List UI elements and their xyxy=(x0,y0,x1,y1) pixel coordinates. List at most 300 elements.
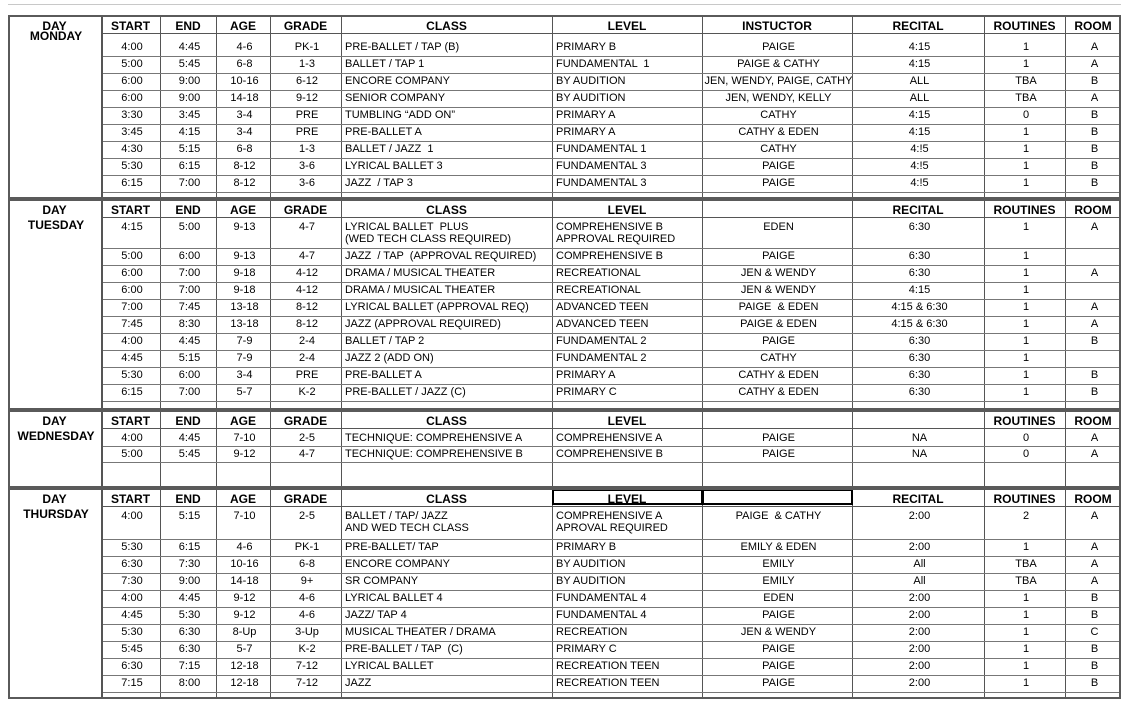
cell-level: RECREATION TEEN xyxy=(556,677,660,689)
cell-end: 7:00 xyxy=(178,177,201,189)
column-header-grade: GRADE xyxy=(283,414,328,428)
cell-room: B xyxy=(1090,335,1099,347)
cell-grade: 8-12 xyxy=(295,318,319,330)
cell-instructor: PAIGE xyxy=(762,660,795,672)
cell-start: 4:00 xyxy=(121,592,143,604)
cell-grade xyxy=(272,462,342,464)
cell-level: FUNDAMENTAL 2 xyxy=(556,335,647,347)
cell-routines: 1 xyxy=(1022,643,1030,655)
table-row xyxy=(103,384,1119,402)
cell-grade: 3-Up xyxy=(295,626,319,638)
cell-room xyxy=(1067,282,1121,284)
cell-routines: 1 xyxy=(1022,386,1030,398)
cell-class: SR COMPANY xyxy=(345,575,419,587)
cell-end: 7:15 xyxy=(178,660,201,672)
table-row xyxy=(103,158,1119,176)
table-row xyxy=(103,107,1119,125)
table-row xyxy=(103,90,1119,108)
cell-start: 7:30 xyxy=(121,575,143,587)
cell-routines: TBA xyxy=(1015,575,1037,587)
cell-grade: 8-12 xyxy=(295,301,319,313)
cell-level: PRIMARY B xyxy=(556,541,617,553)
cell-routines: 1 xyxy=(1022,58,1030,70)
cell-instructor: CATHY xyxy=(760,352,797,364)
cell-start: 5:30 xyxy=(121,160,143,172)
cell-grade: K-2 xyxy=(298,386,316,398)
cell-room: A xyxy=(1090,432,1099,444)
column-header-age: AGE xyxy=(229,414,256,428)
cell-routines: 1 xyxy=(1022,143,1030,155)
cell-level: RECREATIONAL xyxy=(556,267,641,279)
cell-grade: 4-6 xyxy=(299,609,315,621)
header-divider xyxy=(103,217,1119,218)
cell-recital: 4:15 xyxy=(908,126,931,138)
cell-start: 6:00 xyxy=(121,267,143,279)
cell-age: 12-18 xyxy=(230,660,259,672)
table-row xyxy=(103,299,1119,317)
column-header-day: DAY xyxy=(42,492,67,506)
column-header-level: LEVEL xyxy=(607,414,647,428)
column-header-age: AGE xyxy=(229,19,256,33)
cell-recital: 4:15 xyxy=(908,284,931,296)
cell-recital: 6:30 xyxy=(908,250,931,262)
cell-room xyxy=(1067,350,1121,352)
selected-header-cell xyxy=(702,489,853,505)
cell-class: PRE-BALLET A xyxy=(345,126,422,138)
header-divider xyxy=(103,428,1119,429)
column-header-level: LEVEL xyxy=(607,19,647,33)
cell-room xyxy=(1067,462,1121,464)
cell-start: 5:30 xyxy=(121,369,143,381)
column-header-grade: GRADE xyxy=(283,203,328,217)
cell-grade: 3-6 xyxy=(299,177,315,189)
cell-end: 7:00 xyxy=(178,386,201,398)
cell-age: 14-18 xyxy=(230,92,259,104)
cell-start: 4:00 xyxy=(121,335,143,347)
cell-recital: 4:!5 xyxy=(910,177,929,189)
cell-grade: PRE xyxy=(295,369,319,381)
table-row xyxy=(103,607,1119,625)
cell-routines xyxy=(986,462,1066,464)
table-row xyxy=(103,248,1119,266)
cell-instructor: PAIGE xyxy=(762,335,795,347)
cell-age: 12-18 xyxy=(230,677,259,689)
cell-routines: 1 xyxy=(1022,318,1030,330)
cell-grade: PRE xyxy=(295,126,319,138)
cell-level: COMPREHENSIVE A xyxy=(556,432,663,444)
cell-recital: ALL xyxy=(909,92,930,104)
cell-class: TECHNIQUE: COMPREHENSIVE A xyxy=(345,432,523,444)
cell-instructor: EDEN xyxy=(763,221,794,233)
cell-grade: 3-6 xyxy=(299,160,315,172)
cell-start: 6:30 xyxy=(121,558,143,570)
cell-routines: 1 xyxy=(1022,352,1030,364)
cell-start: 4:00 xyxy=(121,41,143,53)
column-header-recital: RECITAL xyxy=(892,203,944,217)
cell-age: 9-18 xyxy=(233,284,256,296)
cell-class: LYRICAL BALLET 4 xyxy=(345,592,443,604)
cell-routines: TBA xyxy=(1015,92,1037,104)
cell-instructor: CATHY & EDEN xyxy=(738,386,819,398)
cell-class: JAZZ/ TAP 4 xyxy=(345,609,407,621)
cell-instructor: PAIGE xyxy=(762,448,795,460)
cell-level: FUNDAMENTAL 3 xyxy=(556,177,647,189)
cell-start: 4:45 xyxy=(121,609,143,621)
cell-room: A xyxy=(1090,41,1099,53)
cell-instructor: PAIGE & CATHY xyxy=(735,510,822,522)
cell-instructor: CATHY & EDEN xyxy=(738,126,819,138)
cell-end: 3:45 xyxy=(178,109,201,121)
column-header-class: CLASS xyxy=(426,19,467,33)
cell-recital: 2:00 xyxy=(908,592,931,604)
cell-recital: 2:00 xyxy=(908,510,931,522)
cell-instructor: PAIGE & EDEN xyxy=(738,301,819,313)
day-section-monday xyxy=(8,15,1121,199)
cell-routines: 1 xyxy=(1022,284,1030,296)
cell-room: B xyxy=(1090,75,1099,87)
cell-start: 4:00 xyxy=(121,510,143,522)
cell-recital: 6:30 xyxy=(908,352,931,364)
cell-age: 13-18 xyxy=(230,301,259,313)
cell-routines: 1 xyxy=(1022,41,1030,53)
cell-routines: 1 xyxy=(1022,592,1030,604)
cell-end: 8:30 xyxy=(178,318,201,330)
table-row xyxy=(103,573,1119,591)
cell-routines: 1 xyxy=(1022,267,1030,279)
cell-grade: PRE xyxy=(295,109,319,121)
cell-recital: 4:15 xyxy=(908,58,931,70)
cell-class: BALLET / TAP 2 xyxy=(345,335,425,347)
cell-grade: 1-3 xyxy=(299,143,315,155)
cell-instructor: PAIGE xyxy=(762,250,795,262)
cell-recital: ALL xyxy=(909,75,930,87)
cell-level: COMPREHENSIVE B xyxy=(556,448,663,460)
cell-class: PRE-BALLET / TAP (B) xyxy=(345,41,460,53)
header-divider xyxy=(103,506,1119,507)
cell-grade: 1-3 xyxy=(299,58,315,70)
cell-routines: 0 xyxy=(1022,109,1030,121)
cell-recital: 6:30 xyxy=(908,386,931,398)
cell-routines: 1 xyxy=(1022,677,1030,689)
cell-room: B xyxy=(1090,660,1099,672)
column-header-day: DAY xyxy=(42,414,67,428)
cell-level: FUNDAMENTAL 1 xyxy=(556,58,650,70)
cell-level: BY AUDITION xyxy=(556,92,626,104)
cell-room: B xyxy=(1090,160,1099,172)
day-section-tuesday xyxy=(8,199,1121,410)
cell-instructor: PAIGE xyxy=(762,41,795,53)
cell-age: 9-12 xyxy=(233,448,256,460)
column-header-level: LEVEL xyxy=(607,203,647,217)
cell-start: 7:45 xyxy=(121,318,143,330)
cell-class: TUMBLING “ADD ON” xyxy=(345,109,455,121)
cell-room: A xyxy=(1090,92,1099,104)
column-header-day: DAY xyxy=(42,203,67,217)
table-row xyxy=(103,39,1119,57)
column-header-class: CLASS xyxy=(426,414,467,428)
cell-class: JAZZ / TAP 3 xyxy=(345,177,413,189)
cell-instructor: EMILY & EDEN xyxy=(740,541,817,553)
cell-recital: 4:15 xyxy=(908,41,931,53)
cell-recital: 2:00 xyxy=(908,660,931,672)
cell-room: B xyxy=(1090,126,1099,138)
cell-routines: TBA xyxy=(1015,558,1037,570)
cell-routines: 1 xyxy=(1022,221,1030,233)
column-header-grade: GRADE xyxy=(283,19,328,33)
cell-recital: 4:15 & 6:30 xyxy=(891,301,948,313)
cell-recital: 4:!5 xyxy=(910,143,929,155)
cell-level: FUNDAMENTAL 4 xyxy=(556,609,647,621)
column-header-age: AGE xyxy=(229,203,256,217)
cell-end: 4:45 xyxy=(178,432,201,444)
cell-recital: 6:30 xyxy=(908,267,931,279)
cell-end: 6:15 xyxy=(178,160,201,172)
cell-level: RECREATION TEEN xyxy=(556,660,660,672)
cell-instructor: JEN & WENDY xyxy=(740,267,817,279)
cell-room: A xyxy=(1090,267,1099,279)
cell-grade: 4-12 xyxy=(295,267,319,279)
cell-routines: TBA xyxy=(1015,75,1037,87)
day-label: THURSDAY xyxy=(23,507,89,521)
cell-room: B xyxy=(1090,143,1099,155)
column-header-routines: ROUTINES xyxy=(993,203,1056,217)
cell-instructor: PAIGE & CATHY xyxy=(737,58,820,70)
cell-age: 5-7 xyxy=(236,386,253,398)
cell-class: JAZZ 2 (ADD ON) xyxy=(345,352,434,364)
cell-age: 6-8 xyxy=(236,58,253,70)
cell-start: 6:30 xyxy=(121,660,143,672)
table-row xyxy=(103,175,1119,193)
cell-end: 4:45 xyxy=(178,592,201,604)
day-label: MONDAY xyxy=(29,29,83,43)
cell-grade: 4-7 xyxy=(299,448,315,460)
cell-class: ENCORE COMPANY xyxy=(345,75,450,87)
cell-routines: 1 xyxy=(1022,369,1030,381)
column-header-level: LEVEL xyxy=(607,492,647,506)
cell-age: 3-4 xyxy=(236,126,253,138)
cell-class: LYRICAL BALLET PLUS (WED TECH CLASS REQUIRED) xyxy=(345,221,512,245)
cell-room: A xyxy=(1090,221,1099,233)
cell-start: 6:00 xyxy=(121,75,143,87)
table-row xyxy=(103,350,1119,368)
cell-level: COMPREHENSIVE B xyxy=(556,250,663,262)
cell-grade: K-2 xyxy=(298,643,316,655)
cell-class: MUSICAL THEATER / DRAMA xyxy=(345,626,496,638)
cell-start: 7:15 xyxy=(121,677,143,689)
cell-end: 6:15 xyxy=(178,541,201,553)
cell-instructor: PAIGE xyxy=(762,609,795,621)
cell-class: BALLET / JAZZ 1 xyxy=(345,143,434,155)
table-row xyxy=(103,430,1119,447)
cell-recital: All xyxy=(913,575,926,587)
cell-level: BY AUDITION xyxy=(556,558,626,570)
cell-recital: 6:30 xyxy=(908,335,931,347)
cell-level: PRIMARY C xyxy=(556,386,617,398)
cell-age: 7-10 xyxy=(233,432,256,444)
cell-room: B xyxy=(1090,109,1099,121)
cell-level: FUNDAMENTAL 3 xyxy=(556,160,647,172)
cell-grade: 4-6 xyxy=(299,592,315,604)
cell-class: JAZZ (APPROVAL REQUIRED) xyxy=(345,318,501,330)
cell-routines: 1 xyxy=(1022,541,1030,553)
cell-age: 8-12 xyxy=(233,177,256,189)
cell-level: PRIMARY A xyxy=(556,126,616,138)
cell-room: C xyxy=(1090,626,1099,638)
column-header-recital xyxy=(852,412,984,428)
cell-start: 4:45 xyxy=(121,352,143,364)
day-label: TUESDAY xyxy=(27,218,85,232)
table-row xyxy=(103,590,1119,608)
table-row xyxy=(103,316,1119,334)
cell-recital: NA xyxy=(911,448,928,460)
column-header-instructor: INSTUCTOR xyxy=(742,19,812,33)
cell-level: FUNDAMENTAL 4 xyxy=(556,592,647,604)
cell-class: DRAMA / MUSICAL THEATER xyxy=(345,284,496,296)
cell-class: PRE-BALLET / JAZZ (C) xyxy=(345,386,466,398)
cell-instructor: JEN, WENDY, KELLY xyxy=(725,92,832,104)
column-header-room: ROOM xyxy=(1074,414,1112,428)
table-row xyxy=(103,56,1119,74)
column-header-start: START xyxy=(110,414,151,428)
cell-grade: 2-5 xyxy=(299,432,315,444)
cell-end: 5:15 xyxy=(178,143,201,155)
cell-level: COMPREHENSIVE A APROVAL REQUIRED xyxy=(556,510,668,534)
cell-level: FUNDAMENTAL 2 xyxy=(556,352,647,364)
column-header-instructor xyxy=(702,412,852,428)
cell-start: 5:30 xyxy=(121,541,143,553)
cell-recital: 2:00 xyxy=(908,677,931,689)
cell-instructor xyxy=(704,462,853,464)
cell-class: TECHNIQUE: COMPREHENSIVE B xyxy=(345,448,523,460)
cell-recital: 6:30 xyxy=(908,369,931,381)
cell-age: 10-16 xyxy=(230,75,259,87)
table-row xyxy=(103,641,1119,659)
cell-class: LYRICAL BALLET 3 xyxy=(345,160,443,172)
cell-routines: 1 xyxy=(1022,250,1030,262)
cell-end: 5:15 xyxy=(178,352,201,364)
cell-age: 4-6 xyxy=(236,41,253,53)
column-header-start: START xyxy=(110,492,151,506)
cell-room: B xyxy=(1090,386,1099,398)
table-row xyxy=(103,282,1119,300)
cell-level: PRIMARY B xyxy=(556,41,617,53)
cell-room: A xyxy=(1090,448,1099,460)
cell-class: PRE-BALLET A xyxy=(345,369,422,381)
column-header-class: CLASS xyxy=(426,203,467,217)
cell-end: 5:30 xyxy=(178,609,201,621)
cell-age: 9-12 xyxy=(233,592,256,604)
cell-grade: 6-12 xyxy=(295,75,319,87)
cell-grade: 4-7 xyxy=(299,221,315,233)
cell-instructor: EMILY xyxy=(762,575,795,587)
cell-level: BY AUDITION xyxy=(556,75,626,87)
cell-recital xyxy=(854,462,985,464)
cell-end: 5:45 xyxy=(178,448,201,460)
cell-grade: 2-4 xyxy=(299,352,315,364)
cell-start: 5:45 xyxy=(121,643,143,655)
cell-grade: 9+ xyxy=(300,575,314,587)
cell-routines: 1 xyxy=(1022,301,1030,313)
cell-start xyxy=(103,462,161,464)
cell-start: 3:30 xyxy=(121,109,143,121)
cell-age: 9-13 xyxy=(233,250,256,262)
cell-recital: All xyxy=(913,558,926,570)
column-header-routines: ROUTINES xyxy=(993,19,1056,33)
cell-recital: 6:30 xyxy=(908,221,931,233)
cell-recital: 2:00 xyxy=(908,643,931,655)
cell-class: BALLET / TAP 1 xyxy=(345,58,425,70)
cell-routines: 1 xyxy=(1022,160,1030,172)
cell-recital: 4:15 xyxy=(908,109,931,121)
cell-end: 5:15 xyxy=(178,510,201,522)
cell-class: LYRICAL BALLET xyxy=(345,660,434,672)
cell-end: 4:45 xyxy=(178,335,201,347)
cell-room: A xyxy=(1090,58,1099,70)
cell-end: 4:45 xyxy=(178,41,201,53)
cell-grade: 4-12 xyxy=(295,284,319,296)
table-row xyxy=(103,333,1119,351)
cell-start: 3:45 xyxy=(121,126,143,138)
cell-age xyxy=(218,462,271,464)
cell-routines: 0 xyxy=(1022,448,1030,460)
cell-recital: 2:00 xyxy=(908,609,931,621)
cell-class: SENIOR COMPANY xyxy=(345,92,446,104)
cell-end: 6:30 xyxy=(178,643,201,655)
cell-level: ADVANCED TEEN xyxy=(556,318,649,330)
column-header-end: END xyxy=(175,203,201,217)
cell-grade: 4-7 xyxy=(299,250,315,262)
cell-room: A xyxy=(1090,541,1099,553)
cell-level: FUNDAMENTAL 1 xyxy=(556,143,647,155)
cell-class: JAZZ / TAP (APPROVAL REQUIRED) xyxy=(345,250,537,262)
cell-end: 5:45 xyxy=(178,58,201,70)
table-row xyxy=(103,124,1119,142)
table-row xyxy=(103,462,1119,488)
cell-age: 7-10 xyxy=(233,510,256,522)
table-row xyxy=(103,556,1119,574)
table-row xyxy=(103,675,1119,693)
column-header-instructor xyxy=(702,201,852,217)
cell-age: 13-18 xyxy=(230,318,259,330)
cell-class: PRE-BALLET / TAP (C) xyxy=(345,643,463,655)
header-divider xyxy=(103,33,1119,34)
cell-start: 6:15 xyxy=(121,177,143,189)
cell-room: B xyxy=(1090,369,1099,381)
cell-room: A xyxy=(1090,301,1099,313)
cell-instructor: CATHY xyxy=(760,143,797,155)
cell-room: A xyxy=(1090,575,1099,587)
cell-routines: 1 xyxy=(1022,609,1030,621)
cell-end: 5:00 xyxy=(178,221,201,233)
column-header-start: START xyxy=(110,19,151,33)
cell-routines: 1 xyxy=(1022,335,1030,347)
column-header-start: START xyxy=(110,203,151,217)
cell-routines: 1 xyxy=(1022,177,1030,189)
cell-end: 7:00 xyxy=(178,284,201,296)
cell-level: ADVANCED TEEN xyxy=(556,301,649,313)
selected-header-cell xyxy=(552,489,703,505)
cell-room: B xyxy=(1090,592,1099,604)
cell-routines: 1 xyxy=(1022,660,1030,672)
cell-level xyxy=(554,462,703,464)
cell-routines: 1 xyxy=(1022,126,1030,138)
cell-instructor: JEN & WENDY xyxy=(740,284,817,296)
table-row xyxy=(103,265,1119,283)
cell-instructor: PAIGE xyxy=(762,177,795,189)
cell-instructor: CATHY xyxy=(760,109,797,121)
table-row xyxy=(103,73,1119,91)
cell-level: RECREATION xyxy=(556,626,628,638)
